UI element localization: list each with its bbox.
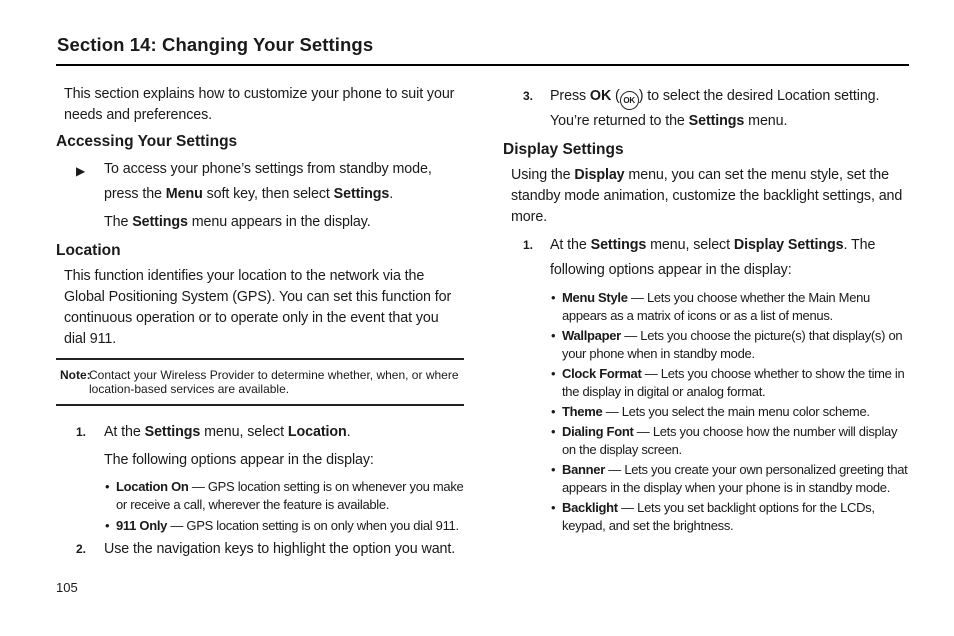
display-step-1: 1. At the Settings menu, select Display Settings. The following options appear in the display: [503, 233, 909, 283]
arrow-bullet-icon: ▶ [76, 164, 86, 178]
heading-display-settings: Display Settings [503, 141, 624, 158]
bullet-icon: • [551, 290, 556, 305]
accessing-step-text: To access your phone’s settings from standby mode, press the Menu soft key, then select Settings. [104, 161, 432, 202]
heading-accessing-settings: Accessing Your Settings [56, 133, 238, 150]
accessing-step [56, 157, 464, 207]
location-step-3: 3. Press OK ( OK ) to select the desired Location setting. [503, 84, 909, 110]
location-options-list [56, 478, 464, 535]
bullet-icon: • [551, 462, 556, 477]
list-item: • Dialing Font — Lets you choose how the number will display on the display screen. [551, 424, 898, 457]
list-item: • Wallpaper — Lets you choose the picture(s) that display(s) on your phone when in standby mode. [551, 328, 903, 361]
bullet-icon: • [551, 404, 556, 419]
heading-location: Location [56, 242, 121, 259]
ok-key-icon: OK [620, 91, 639, 110]
left-column [56, 84, 464, 562]
bullet-icon: • [551, 328, 556, 343]
step-number: 2. [76, 542, 86, 556]
page-number: 105 [56, 580, 78, 595]
list-item: • Banner — Lets you create your own personalized greeting that appears in the display when your phone is in standby mode. [551, 462, 908, 495]
list-item: • Location On — GPS location setting is on whenever you make or receive a call, wherever the feature is available. [105, 479, 464, 512]
bullet-icon: • [551, 500, 556, 515]
bullet-icon: • [551, 424, 556, 439]
list-item: • Menu Style — Lets you choose whether the Main Menu appears as a matrix of icons or as a list of menus. [551, 290, 870, 323]
step-number: 1. [523, 238, 533, 252]
location-step-1-sub: The following options appear in the display: [104, 452, 374, 468]
list-item: • Theme — Lets you select the main menu color scheme. [551, 404, 870, 419]
accessing-result: The Settings menu appears in the display. [104, 214, 371, 230]
location-step-1: 1. At the Settings menu, select Location. [56, 420, 464, 445]
list-item: • Backlight — Lets you set backlight options for the LCDs, keypad, and set the brightness. [551, 500, 875, 533]
step-number: 3. [523, 89, 533, 103]
return-text: You’re returned to the Settings menu. [550, 113, 788, 129]
bullet-icon: • [105, 518, 110, 533]
note-box [56, 358, 464, 406]
header-rule [56, 64, 909, 66]
location-step-2: 2. Use the navigation keys to highlight the option you want. [56, 537, 464, 562]
note-label: Note: [60, 368, 91, 382]
display-intro: Using the Display menu, you can set the menu style, set the standby mode animation, customize the backlight settings, and more. [511, 167, 903, 225]
note-text: Contact your Wireless Provider to determine whether, when, or where location-based services are available. [89, 368, 459, 396]
section-title: Section 14: Changing Your Settings [57, 34, 374, 55]
location-description: This function identifies your location to the network via the Global Positioning System (GPS). You can set this function for continuous operation or to operate only in the event that you dial 911. [64, 268, 452, 347]
bullet-icon: • [551, 366, 556, 381]
display-options-list [503, 289, 909, 535]
intro-paragraph: This section explains how to customize your phone to suit your needs and preferences. [64, 86, 455, 123]
list-item: • Clock Format — Lets you choose whether to show the time in the display in digital or analog format. [551, 366, 905, 399]
bullet-icon: • [105, 479, 110, 494]
step-number: 1. [76, 425, 86, 439]
right-column [503, 84, 909, 535]
list-item: • 911 Only — GPS location setting is on only when you dial 911. [105, 518, 459, 533]
